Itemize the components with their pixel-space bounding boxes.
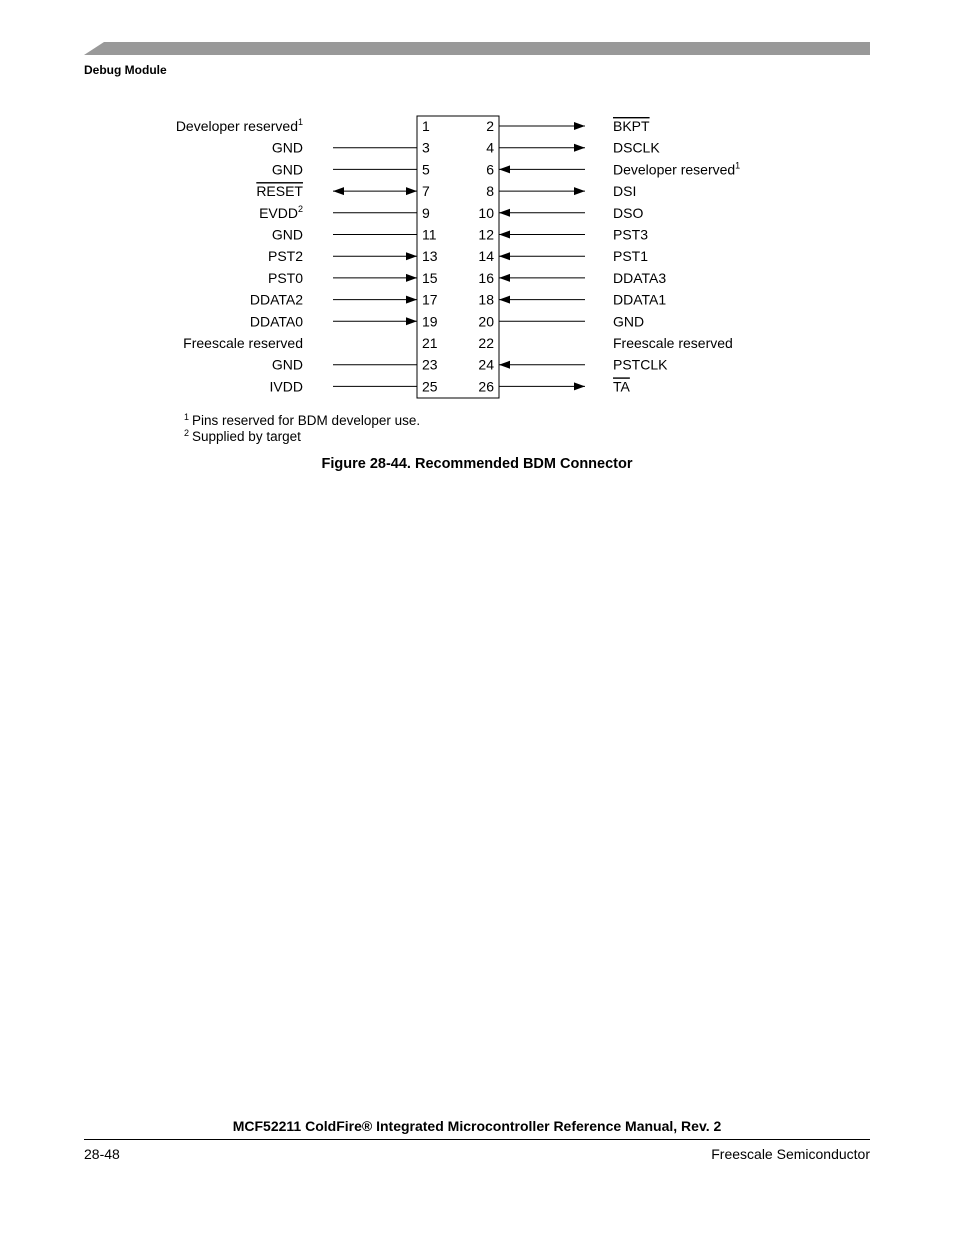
right-signal-label: Developer reserved$^1$ [613, 160, 741, 178]
left-signal-label: GND [271, 226, 303, 243]
arrow-head [333, 187, 344, 195]
right-signal-label: DDATA3 [613, 269, 667, 286]
pin-number-14: 14 [478, 248, 494, 265]
pin-number-20: 20 [478, 313, 494, 330]
footnote-2: $^2$ Supplied by target [184, 428, 301, 444]
left-signal-label: DDATA2 [249, 291, 303, 308]
left-signal-label: Developer reserved$^1$ [175, 117, 303, 134]
arrow-head [406, 274, 417, 282]
left-signal-label: RESET [256, 183, 303, 200]
pin-number-13: 13 [422, 248, 438, 265]
pin-number-8: 8 [486, 183, 494, 200]
right-signal-label: DSI [613, 183, 637, 200]
arrow-head [499, 209, 510, 217]
bdm-connector-diagram [0, 0, 954, 450]
pin-number-18: 18 [478, 291, 494, 308]
arrow-head [574, 187, 585, 195]
arrow-head [499, 231, 510, 239]
pin-number-1: 1 [422, 118, 430, 134]
pin-number-5: 5 [422, 161, 430, 178]
left-signal-label: IVDD [269, 378, 303, 395]
pin-number-2: 2 [486, 118, 494, 134]
left-signal-label: DDATA0 [249, 313, 303, 330]
pin-number-7: 7 [422, 183, 430, 200]
arrow-head [406, 296, 417, 304]
pin-number-19: 19 [422, 313, 438, 330]
footnote-1: $^1$ Pins reserved for BDM developer use. [184, 412, 421, 428]
right-signal-label: GND [613, 313, 645, 330]
pin-number-23: 23 [422, 356, 438, 373]
right-signal-label: BKPT [613, 118, 650, 134]
arrow-head [406, 252, 417, 260]
left-signal-label: Freescale reserved [183, 335, 303, 351]
left-signal-label: PST2 [267, 248, 303, 265]
pin-number-10: 10 [478, 204, 494, 221]
pin-number-24: 24 [478, 356, 494, 373]
left-signal-label: GND [271, 356, 303, 373]
right-signal-label: DSCLK [613, 139, 660, 156]
arrow-head [574, 144, 585, 152]
arrow-head [406, 317, 417, 325]
pin-number-25: 25 [422, 378, 438, 395]
right-signal-label: DDATA1 [613, 291, 667, 308]
section-title: Debug Module [84, 63, 167, 77]
pin-number-4: 4 [486, 139, 494, 156]
pin-number-12: 12 [478, 226, 494, 243]
pin-number-16: 16 [478, 269, 494, 286]
arrow-head [574, 382, 585, 390]
arrow-head [499, 274, 510, 282]
pin-number-11: 11 [422, 226, 437, 243]
pin-number-26: 26 [478, 378, 494, 395]
arrow-head [499, 165, 510, 173]
left-signal-label: GND [271, 161, 303, 178]
pin-number-15: 15 [422, 269, 438, 286]
pin-number-9: 9 [422, 204, 430, 221]
arrow-head [499, 296, 510, 304]
arrow-head [574, 122, 585, 130]
left-signal-label: EVDD$^2$ [259, 203, 303, 221]
right-signal-label: PST1 [613, 248, 649, 265]
pin-number-6: 6 [486, 161, 494, 178]
right-signal-label: PST3 [613, 226, 649, 243]
page-number: 28-48 [84, 1146, 120, 1162]
pin-number-17: 17 [422, 291, 438, 308]
pin-number-3: 3 [422, 139, 430, 156]
right-signal-label: PSTCLK [613, 356, 668, 373]
arrow-head [499, 252, 510, 260]
right-signal-label: TA [613, 378, 630, 395]
footer-title: MCF52211 ColdFire® Integrated Microcontroller Reference Manual, Rev. 2 [232, 1118, 722, 1134]
figure-caption: Figure 28-44. Recommended BDM Connector [321, 456, 633, 472]
left-signal-label: GND [271, 139, 303, 156]
company-name: Freescale Semiconductor [711, 1146, 870, 1162]
arrow-head [499, 361, 510, 369]
right-signal-label: DSO [613, 204, 644, 221]
pin-number-22: 22 [478, 335, 494, 351]
footer-divider [84, 1139, 870, 1140]
right-signal-label: Freescale reserved [613, 335, 733, 351]
pin-number-21: 21 [422, 335, 438, 351]
left-signal-label: PST0 [267, 269, 303, 286]
arrow-head [406, 187, 417, 195]
